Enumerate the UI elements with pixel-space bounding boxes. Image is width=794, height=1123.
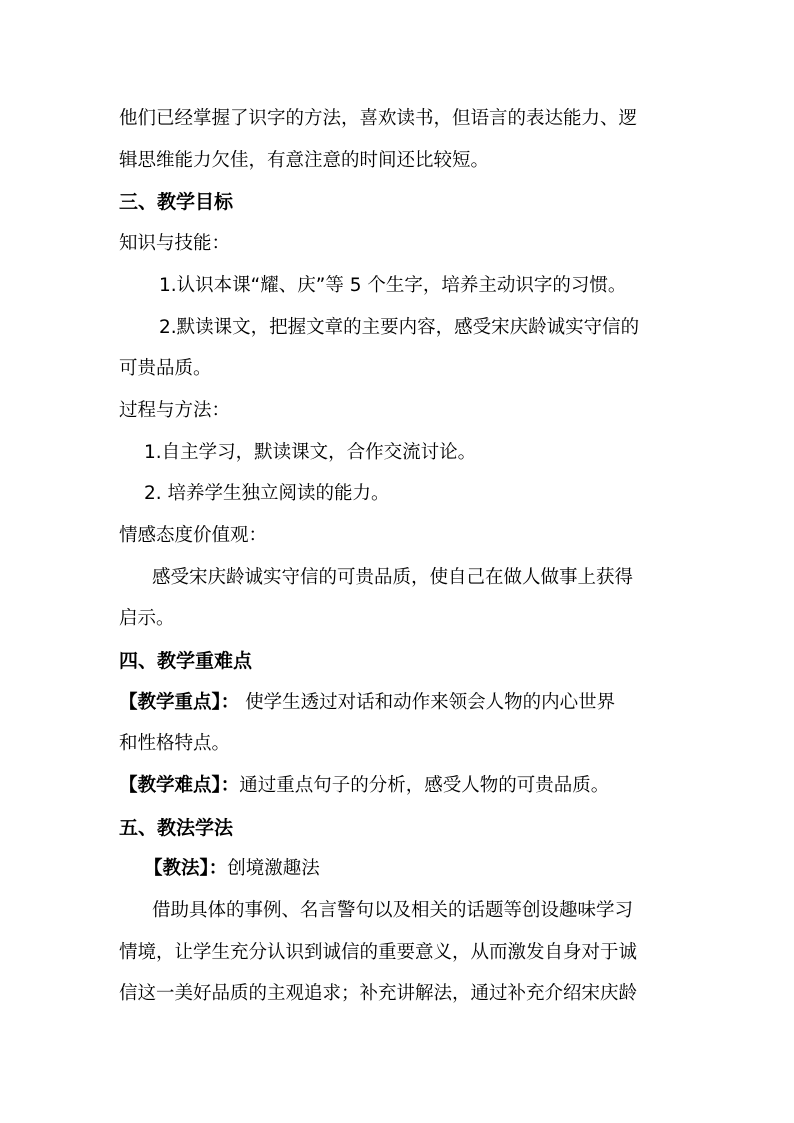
paragraph-line: 辑思维能力欠佳，有意注意的时间还比较短。 bbox=[119, 150, 490, 171]
objective-item: 1.自主学习，默读课文，合作交流讨论。 bbox=[144, 442, 477, 463]
section-heading-objectives: 三、教学目标 bbox=[119, 191, 234, 213]
key-point-text: 使学生透过对话和动作来领会人物的内心世界 bbox=[239, 692, 616, 713]
paragraph-line: 和性格特点。 bbox=[119, 733, 231, 754]
teaching-method-line bbox=[144, 856, 679, 882]
key-point-line bbox=[119, 690, 679, 716]
section-heading-key-difficult: 四、教学重难点 bbox=[119, 650, 253, 672]
objective-item-continued: 可贵品质。 bbox=[119, 358, 212, 379]
paragraph-line: 感受宋庆龄诚实守信的可贵品质，使自己在做人做事上获得 bbox=[152, 567, 634, 588]
paragraph-line: 启示。 bbox=[119, 608, 175, 629]
paragraph-line: 借助具体的事例、名言警句以及相关的话题等创设趣味学习 bbox=[152, 900, 634, 921]
objective-item: 1.认识本课“耀、庆”等 5 个生字，培养主动识字的习惯。 bbox=[159, 275, 627, 296]
difficult-point-line bbox=[119, 773, 679, 799]
section-heading-methods: 五、教法学法 bbox=[119, 817, 234, 839]
emotion-values-label: 情感态度价值观： bbox=[119, 525, 268, 546]
paragraph-line: 信这一美好品质的主观追求；补充讲解法，通过补充介绍宋庆龄 bbox=[119, 983, 638, 1004]
teaching-method-text: 创境激趣法 bbox=[227, 858, 320, 879]
process-method-label: 过程与方法： bbox=[119, 400, 231, 421]
difficult-point-label: 【教学难点】： bbox=[119, 775, 240, 796]
paragraph-line: 情境，让学生充分认识到诚信的重要意义，从而激发自身对于诚 bbox=[119, 942, 638, 963]
objective-item: 2. 培养学生独立阅读的能力。 bbox=[144, 483, 390, 504]
paragraph-line: 他们已经掌握了识字的方法，喜欢读书，但语言的表达能力、逻 bbox=[119, 108, 638, 129]
key-point-label: 【教学重点】： bbox=[119, 692, 240, 713]
objective-item: 2.默读课文，把握文章的主要内容，感受宋庆龄诚实守信的 bbox=[159, 317, 640, 338]
teaching-method-label: 【教法】： bbox=[144, 858, 228, 879]
knowledge-skills-label: 知识与技能： bbox=[119, 233, 231, 254]
difficult-point-text: 通过重点句子的分析，感受人物的可贵品质。 bbox=[239, 775, 610, 796]
